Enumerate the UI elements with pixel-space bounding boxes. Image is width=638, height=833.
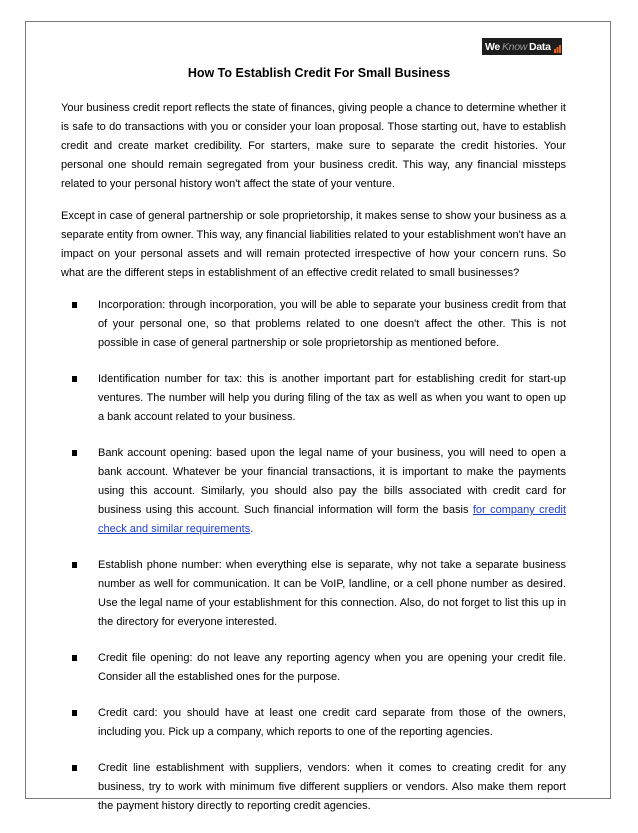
list-item: Bank account opening: based upon the legal name of your business, you will need to open a bank account. Whatever be your financial transactions, it is important to make the payments using this account. Similarly, you should also pay the bills associated with credit card for business using this account. Such financial information will form the basis for company credit check and similar requirements. <box>61 444 566 539</box>
logo-know: Know <box>501 38 528 55</box>
document-body <box>61 99 566 833</box>
logo-we: We <box>482 38 501 55</box>
bullet-icon <box>72 710 77 716</box>
bullet-icon <box>72 302 77 308</box>
bar-chart-icon <box>553 38 562 55</box>
company-credit-check-link[interactable]: for company credit check and similar requirements <box>98 504 567 535</box>
logo-data: Data <box>528 38 553 55</box>
bullet-icon <box>72 450 77 456</box>
list-item: Identification number for tax: this is another important part for establishing credit for start-up ventures. The number will help you during filing of the tax as well as when you want to open up a bank account related to your business. <box>61 370 566 427</box>
bullet-icon <box>72 655 77 661</box>
bullet-icon <box>72 765 77 771</box>
list-item: Credit line establishment with suppliers, vendors: when it comes to creating credit for any business, try to work with minimum five different suppliers or vendors. Also make them report the payment history directly to reporting credit agencies. <box>61 759 566 816</box>
list-item: Credit file opening: do not leave any reporting agency when you are opening your credit file. Consider all the established ones for the purpose. <box>61 649 566 687</box>
bullet-icon <box>72 376 77 382</box>
list-item: Incorporation: through incorporation, you will be able to separate your business credit from that of your personal one, so that problems related to one doesn't affect the other. This is not possible in case of general partnership or sole proprietorship as mentioned before. <box>61 296 566 353</box>
document-title: How To Establish Credit For Small Business <box>187 66 451 80</box>
steps-list <box>61 296 566 816</box>
list-item: Establish phone number: when everything else is separate, why not take a separate business number as well for communication. It can be VoIP, landline, or a cell phone number as desired. Use the legal name of your establishment for this connection. Also, do not forget to list this up in the directory for everyone interested. <box>61 556 566 632</box>
second-paragraph: Except in case of general partnership or sole proprietorship, it makes sense to show your business as a separate entity from owner. This way, any financial liabilities related to your establishment won't have an impact on your personal assets and will remain protected irrespective of how your concern runs. So what are the different steps in establishment of an effective credit related to small businesses? <box>61 210 566 279</box>
bullet-icon <box>72 562 77 568</box>
weknowdata-logo <box>482 38 564 55</box>
intro-paragraph: Your business credit report reflects the state of finances, giving people a chance to determine whether it is safe to do transactions with you or consider your loan proposal. Those starting out, have to establish credit and create market credibility. For starters, make sure to separate the credit histories. Your personal one should remain segregated from your business credit. This way, any financial missteps related to your personal history won't affect the state of your venture. <box>61 102 566 190</box>
list-item: Credit card: you should have at least one credit card separate from those of the owners, including you. Pick up a company, which reports to one of the reporting agencies. <box>61 704 566 742</box>
